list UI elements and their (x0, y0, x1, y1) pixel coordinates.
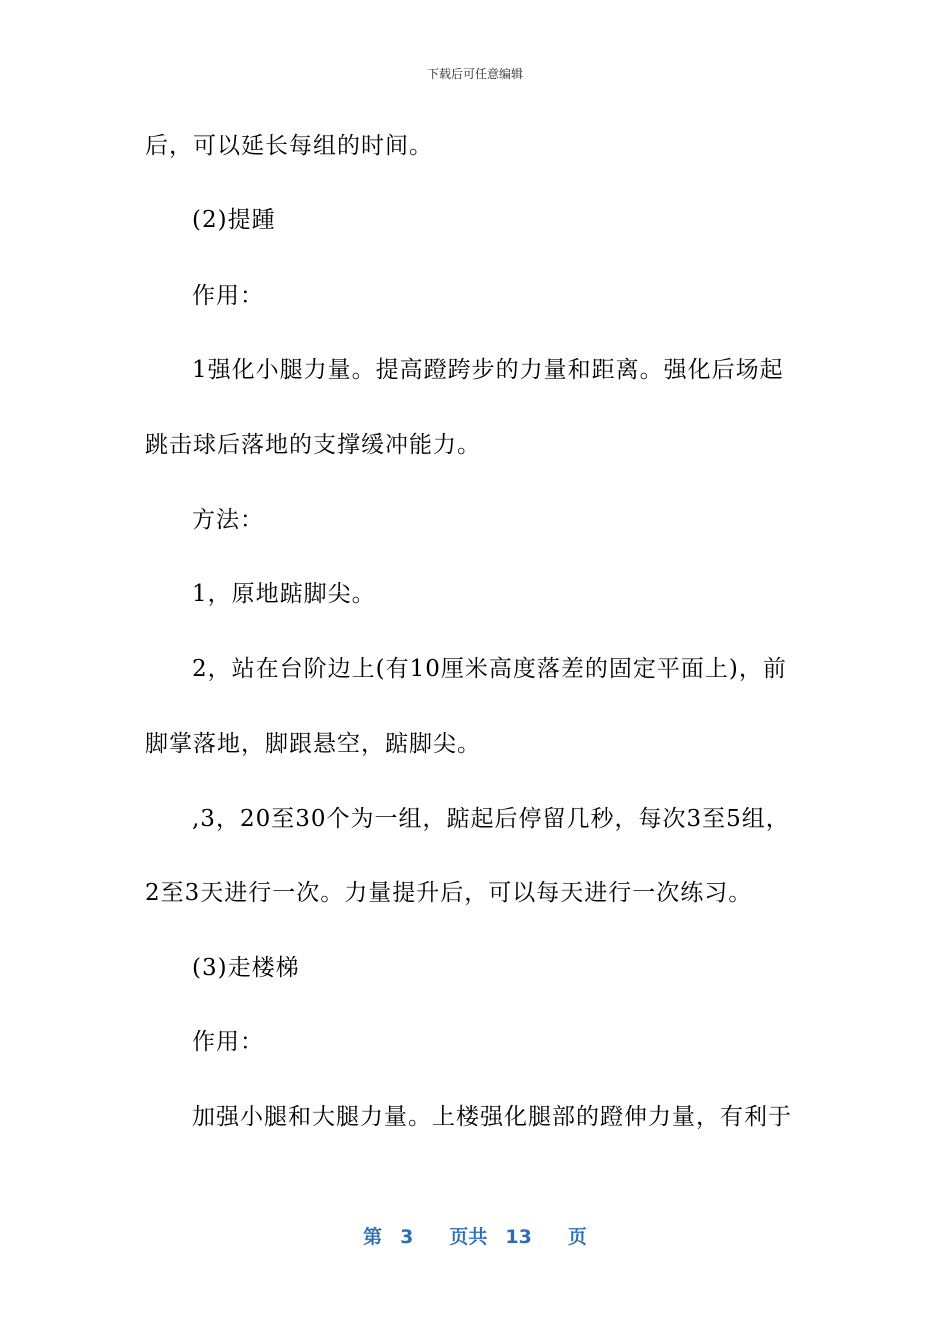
method-label: 方法： (192, 507, 264, 533)
effect-label-2: 作用： (192, 1029, 264, 1055)
page-footer (0, 1224, 950, 1250)
body-line-5: 跳击球后落地的支撑缓冲能力。 (145, 432, 481, 458)
footer-total-pages: 13 (505, 1226, 532, 1248)
body-line-1: 后，可以延长每组的时间。 (145, 133, 433, 159)
body-line-10: ,3，20至30个为一组，踮起后停留几秒，每次3至5组， (192, 806, 790, 832)
body-line-4: 1强化小腿力量。提高蹬跨步的力量和距离。强化后场起 (192, 357, 784, 383)
section-heading-heel-raise: (2)提踵 (192, 207, 276, 233)
section-heading-stairs: (3)走楼梯 (192, 955, 300, 981)
footer-suffix: 页 (567, 1226, 587, 1248)
page-header-note: 下载后可任意编辑 (426, 67, 523, 81)
footer-current-page: 3 (400, 1226, 414, 1248)
body-line-11: 2至3天进行一次。力量提升后，可以每天进行一次练习。 (145, 880, 753, 906)
body-line-14: 加强小腿和大腿力量。上楼强化腿部的蹬伸力量，有利于 (192, 1104, 792, 1130)
footer-middle: 页共 (449, 1226, 488, 1248)
footer-prefix: 第 (363, 1226, 383, 1248)
body-line-9: 脚掌落地，脚跟悬空，踮脚尖。 (145, 731, 481, 757)
body-line-8: 2，站在台阶边上(有10厘米高度落差的固定平面上)，前 (192, 656, 787, 682)
effect-label: 作用： (192, 283, 264, 309)
body-line-7: 1，原地踮脚尖。 (192, 581, 376, 607)
